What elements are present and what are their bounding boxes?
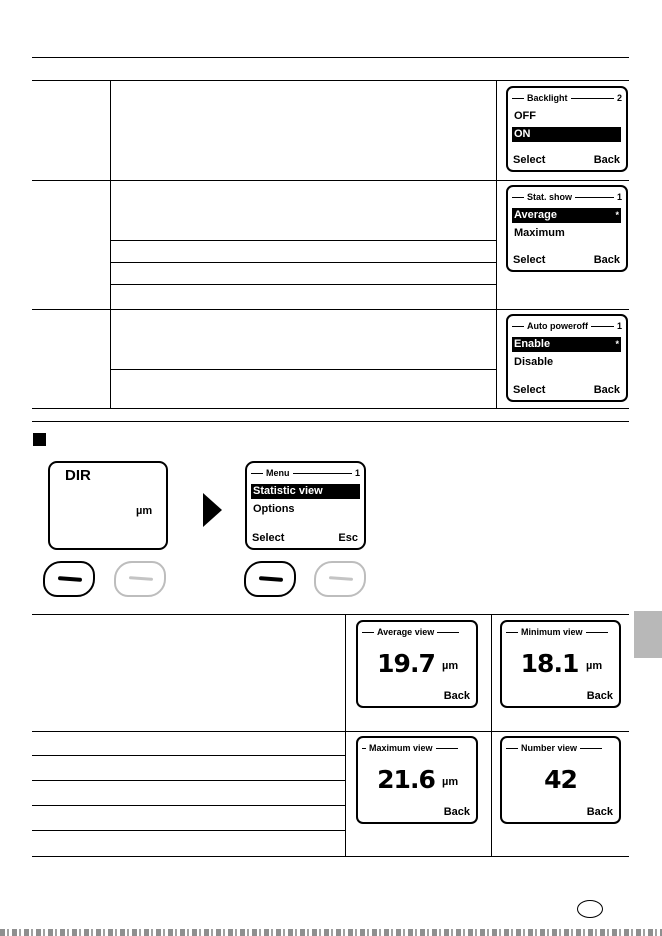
screen-softkey-labels [252, 532, 358, 544]
screen-softkey-labels [507, 690, 613, 702]
softkey-right-label: Back [593, 154, 620, 166]
unit-label: µm [136, 505, 153, 517]
softkey-left-label: Select [513, 154, 546, 166]
menu-option-options[interactable]: Options [253, 503, 295, 515]
table-top-rule [32, 614, 629, 615]
menu-option-on[interactable]: ON [512, 127, 621, 142]
screen-title: Stat. show [527, 192, 573, 202]
selected-mark: * [615, 339, 619, 349]
screen-softkey-labels [363, 806, 470, 818]
screen-title: Average view [377, 627, 435, 637]
table-row-divider [32, 830, 345, 831]
table-bottom-rule [32, 408, 629, 409]
screen-header [512, 319, 622, 333]
table-row-divider [110, 284, 496, 285]
screen-title: Menu [266, 468, 290, 478]
table-row-divider [110, 240, 496, 241]
average-view-screen [356, 620, 478, 708]
arrow-right-icon [203, 493, 222, 527]
unit-label: µm [442, 660, 459, 672]
softkey-left-label: Select [513, 254, 546, 266]
table-row-divider [32, 780, 345, 781]
screen-title: Minimum view [521, 627, 583, 637]
unit-label: µm [586, 660, 603, 672]
stat-show-screen [506, 185, 628, 272]
screen-title: Auto poweroff [527, 321, 588, 331]
screen-softkey-labels [513, 154, 620, 166]
menu-option-statistic-view[interactable]: Statistic view [251, 484, 360, 499]
menu-option-enable[interactable]: Enable * [514, 338, 619, 350]
maximum-value: 21.6 [377, 765, 435, 794]
softkey-right-label: Back [443, 690, 470, 702]
number-view-screen [500, 736, 621, 824]
left-softkey-button[interactable] [43, 561, 95, 597]
screen-softkey-labels [507, 806, 613, 818]
section-top-rule [32, 421, 629, 422]
screen-index: 1 [354, 468, 360, 478]
auto-poweroff-screen [506, 314, 628, 402]
table-row-divider [32, 309, 629, 310]
dir-label: DIR [65, 467, 91, 484]
unit-label: µm [442, 776, 459, 788]
chapter-side-tab [634, 611, 662, 658]
screen-header [362, 741, 472, 755]
softkey-right-label: Back [593, 384, 620, 396]
screen-index: 1 [616, 192, 622, 202]
table-row-divider [32, 180, 629, 181]
table-row-divider [32, 755, 345, 756]
softkey-right-label: Back [586, 690, 613, 702]
screen-header [506, 625, 615, 639]
screen-title: Backlight [527, 93, 568, 103]
screen-header [362, 625, 472, 639]
table-row-divider [110, 262, 496, 263]
screen-header [506, 741, 615, 755]
right-softkey-button[interactable] [314, 561, 366, 597]
measurement-display-screen [48, 461, 168, 550]
softkey-left-label: Select [252, 532, 285, 544]
softkey-right-label: Back [586, 806, 613, 818]
table-column-divider [110, 80, 111, 408]
page-top-rule [32, 57, 629, 58]
softkey-right-label: Back [443, 806, 470, 818]
table-column-divider [496, 80, 497, 408]
maximum-view-screen [356, 736, 478, 824]
menu-option-off[interactable]: OFF [514, 110, 536, 122]
language-oval-icon [577, 900, 603, 918]
black-square-icon [33, 433, 46, 446]
table-bottom-rule [32, 856, 629, 857]
left-softkey-button[interactable] [244, 561, 296, 597]
screen-title: Maximum view [369, 743, 433, 753]
screen-softkey-labels [513, 254, 620, 266]
table-top-rule [32, 80, 629, 81]
menu-option-average[interactable]: Average * [514, 209, 619, 221]
number-value: 42 [544, 765, 577, 794]
screen-index: 2 [616, 93, 622, 103]
screen-header [512, 91, 622, 105]
softkey-right-label: Back [593, 254, 620, 266]
menu-option-maximum[interactable]: Maximum [514, 227, 565, 239]
table-row-divider [32, 805, 345, 806]
selected-mark: * [615, 210, 619, 220]
screen-softkey-labels [513, 384, 620, 396]
screen-softkey-labels [363, 690, 470, 702]
screen-header [251, 466, 360, 480]
minimum-view-screen [500, 620, 621, 708]
softkey-right-label: Esc [338, 532, 358, 544]
screen-header [512, 190, 622, 204]
table-row-divider [110, 369, 496, 370]
screen-title: Number view [521, 743, 578, 753]
backlight-screen [506, 86, 628, 172]
average-value: 19.7 [377, 649, 435, 678]
scan-edge-strip [0, 929, 662, 936]
softkey-left-label: Select [513, 384, 546, 396]
menu-screen [245, 461, 366, 550]
right-softkey-button[interactable] [114, 561, 166, 597]
menu-option-disable[interactable]: Disable [514, 356, 554, 368]
minimum-value: 18.1 [520, 649, 579, 678]
screen-index: 1 [616, 321, 622, 331]
table-row-divider [32, 731, 629, 732]
